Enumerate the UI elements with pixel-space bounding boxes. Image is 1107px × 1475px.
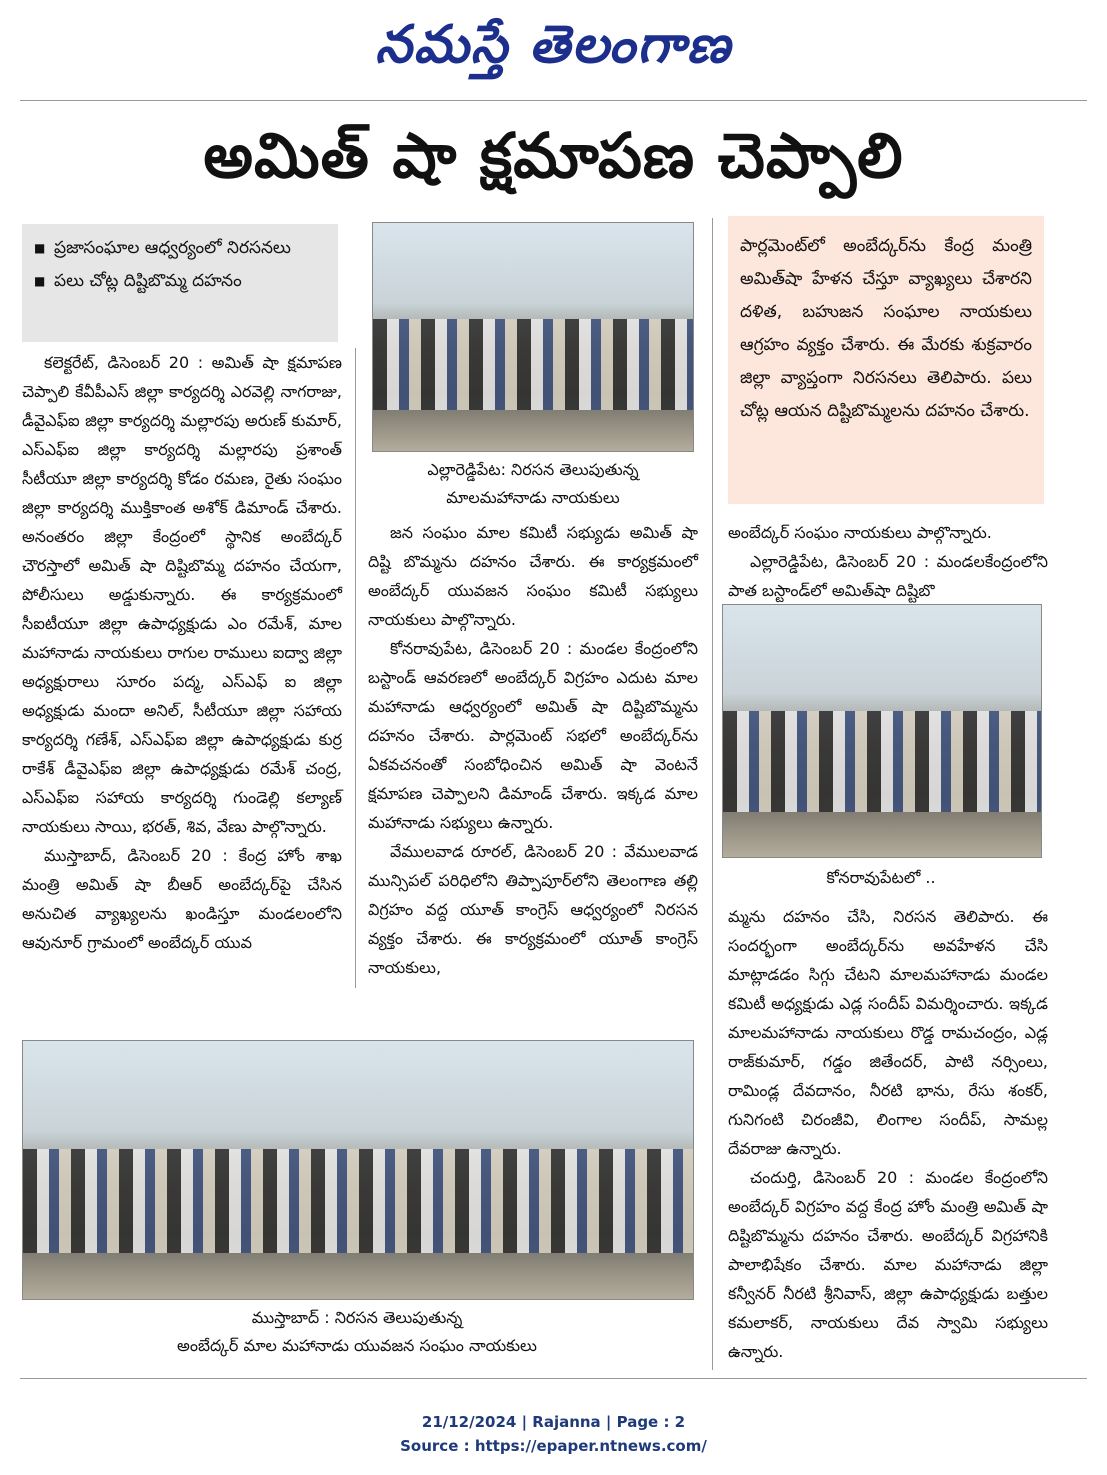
caption-photo-3-line1: ముస్తాబాద్ : నిరసన తెలుపుతున్న bbox=[251, 1308, 463, 1327]
masthead-logo: నమస్తే తెలంగాణ bbox=[375, 14, 732, 75]
photo-mustabad bbox=[22, 1040, 694, 1300]
top-divider bbox=[20, 100, 1087, 101]
subpoints-box bbox=[22, 224, 338, 342]
column-divider-1 bbox=[355, 348, 356, 988]
col3b-para-1: మ్మను దహనం చేసి, నిరసన తెలిపారు. ఈ సందర్భంగా అంబేద్కర్‌ను అవహేళన చేసి మాట్లాడడం సిగ్గు చేటని మాలమహానాడు మండల కమిటీ అధ్యక్షుడు ఎడ్ల సందీప్ విమర్శించారు. ఇక్కడ మాలమహానాడు నాయకులు రొడ్డ రామచంద్రం, ఎడ్ల రాజ్‌కుమార్, గడ్డం జితేందర్, పాటి నర్సింలు, రామిండ్ల దేవదానం, నీరటి భాను, రేసు శంకర్, గునిగంటి చిరంజీవి, లింగాల సందీప్, సామల్ల దేవరాజు ఉన్నారు. bbox=[728, 907, 1048, 1158]
col2-para-1: జన సంఘం మాల కమిటీ సభ్యుడు అమిత్ షా దిష్టి బొమ్మను దహనం చేశారు. ఈ కార్యక్రమంలో అంబేద్కర్ యువజన సంఘం కమిటీ సభ్యులు నాయకులు పాల్గొన్నారు. bbox=[368, 523, 698, 629]
footer-date-line: 21/12/2024 | Rajanna | Page : 2 bbox=[421, 1413, 686, 1431]
column-2 bbox=[368, 518, 698, 982]
col3b-para-2: చందుర్తి, డిసెంబర్ 20 : మండల కేంద్రంలోని అంబేద్కర్ విగ్రహం వద్ద కేంద్ర హోం మంత్రి అమిత్ షా దిష్టిబొమ్మను దహనం చేశారు. అంబేద్కర్ విగ్రహానికి పాలాభిషేకం చేశారు. మాల మహానాడు జిల్లా కన్వీనర్ నీరటి శ్రీనివాస్, జిల్లా ఉపాధ్యక్షుడు బత్తుల కమలాకర్, నాయకులు దేవ స్వామి సభ్యులు ఉన్నారు. bbox=[728, 1168, 1048, 1361]
col1-para-1: కలెక్టరేట్, డిసెంబర్ 20 : అమిత్ షా క్షమాపణ చెప్పాలి కేవీపీఎస్ జిల్లా కార్యదర్శి ఎరవెల్లి నాగరాజు, డీవైఎఫ్ఐ జిల్లా కార్యదర్శి మల్లారపు అరుణ్ కుమార్, ఎస్ఎఫ్ఐ జిల్లా కార్యదర్శి మల్లారపు ప్రశాంత్ సీటీయూ జిల్లా కార్యదర్శి కోడం రమణ, రైతు సంఘం జిల్లా కార్యదర్శి ముక్తికాంత అశోక్ డిమాండ్ చేశారు. అనంతరం జిల్లా కేంద్రంలో స్థానిక అంబేద్కర్ చౌరస్తాలో అమిత్ షా దిష్టిబొమ్మ దహనం చేయగా, పోలీసులు అడ్డుకున్నారు. ఈ కార్యక్రమంలో సీఐటీయూ జిల్లా ఉపాధ్యక్షుడు ఎం రమేశ్, మాల మహానాడు నాయకులు రాగుల రాములు ఐద్వా జిల్లా అధ్యక్షురాలు సూరం పద్మ, ఎస్ఎఫ్ ఐ జిల్లా అధ్యక్షుడు మందా అనిల్, సీటీయూ జిల్లా సహాయ కార్యదర్శి గణేశ్, ఎస్ఎఫ్ఐ జిల్లా ఉపాధ్యక్షుడు కుర్ర రాకేశ్ డీవైఎఫ్ఐ జిల్లా ఉపాధ్యక్షుడు రమేశ్ చంద్ర, ఎస్ఎఫ్ఐ సహాయ కార్యదర్శి గుండెల్లి కల్యాణ్ నాయకులు సాయి, భరత్, శివ, వేణు పాల్గొన్నారు. bbox=[22, 353, 342, 836]
caption-photo-3 bbox=[22, 1304, 692, 1360]
caption-photo-2: కోనరావుపేటలో .. bbox=[826, 868, 936, 887]
headline: అమిత్ షా క్షమాపణ చెప్పాలి bbox=[203, 119, 904, 192]
subpoint-1: ■ ప్రజాసంఘాల ఆధ్వర్యంలో నిరసనలు bbox=[32, 232, 328, 265]
footer-source-line[interactable]: Source : https://epaper.ntnews.com/ bbox=[400, 1437, 707, 1455]
subpoint-2: ■ పలు చోట్ల దిష్టిబొమ్మ దహనం bbox=[32, 265, 328, 298]
caption-photo-1-line2: మాలమహానాడు నాయకులు bbox=[446, 488, 620, 507]
column-3-bottom bbox=[728, 902, 1048, 1366]
caption-photo-1 bbox=[368, 456, 698, 512]
col2-para-2: కోనరావుపేట, డిసెంబర్ 20 : మండల కేంద్రంలోని బస్టాండ్ ఆవరణలో అంబేద్కర్ విగ్రహం ఎదుట మాల మహానాడు ఆధ్వర్యంలో అమిత్ షా దిష్టిబొమ్మను దహనం చేశారు. పార్లమెంట్ సభలో అంబేద్కర్‌ను ఏకవచనంతో సంబోధించిన అమిత్ షా వెంటనే క్షమాపణ చెప్పాలని డిమాండ్ చేశారు. ఇక్కడ మాల మహానాడు సభ్యులు ఉన్నారు. bbox=[368, 639, 698, 832]
highlight-box: పార్లమెంట్‌లో అంబేద్కర్‌ను కేంద్ర మంత్రి అమిత్‌షా హేళన చేస్తూ వ్యాఖ్యలు చేశారని దళిత, బహుజన సంఘాల నాయకులు ఆగ్రహం వ్యక్తం చేశారు. ఈ మేరకు శుక్రవారం జిల్లా వ్యాప్తంగా నిరసనలు తెలిపారు. పలు చోట్ల ఆయన దిష్టిబొమ్మలను దహనం చేశారు. bbox=[728, 216, 1044, 504]
col3-para-2: ఎల్లారెడ్డిపేట, డిసెంబర్ 20 : మండలకేంద్రంలోని పాత బస్టాండ్‌లో అమిత్‌షా దిష్టిబొ bbox=[728, 552, 1048, 600]
photo-yellareddypet bbox=[372, 222, 694, 452]
column-1 bbox=[22, 348, 342, 957]
bottom-divider bbox=[20, 1378, 1087, 1379]
caption-photo-3-line2: అంబేద్కర్ మాల మహానాడు యువజన సంఘం నాయకులు bbox=[177, 1336, 537, 1355]
col1-para-2: ముస్తాబాద్, డిసెంబర్ 20 : కేంద్ర హోం శాఖ మంత్రి అమిత్ షా బీఆర్ అంబేద్కర్‌పై చేసిన అనుచిత వ్యాఖ్యలను ఖండిస్తూ మండలంలోని ఆవునూర్ గ్రామంలో అంబేద్కర్ యువ bbox=[22, 846, 342, 952]
footer bbox=[0, 1410, 1107, 1458]
photo-konaraopet bbox=[722, 604, 1042, 858]
col2-para-3: వేములవాడ రూరల్, డిసెంబర్ 20 : వేములవాడ మున్సిపల్ పరిధిలోని తిప్పాపూర్‌లోని తెలంగాణ తల్లి విగ్రహం వద్ద యూత్ కాంగ్రెస్ ఆధ్వర్యంలో నిరసన వ్యక్తం చేశారు. ఈ కార్యక్రమంలో యూత్ కాంగ్రెస్ నాయకులు, bbox=[368, 842, 698, 977]
column-3-top bbox=[728, 518, 1048, 605]
col3-para-1: అంబేద్కర్ సంఘం నాయకులు పాల్గొన్నారు. bbox=[728, 523, 992, 542]
caption-photo-1-line1: ఎల్లారెడ్డిపేట: నిరసన తెలుపుతున్న bbox=[427, 460, 639, 479]
column-divider-2 bbox=[712, 218, 713, 1370]
